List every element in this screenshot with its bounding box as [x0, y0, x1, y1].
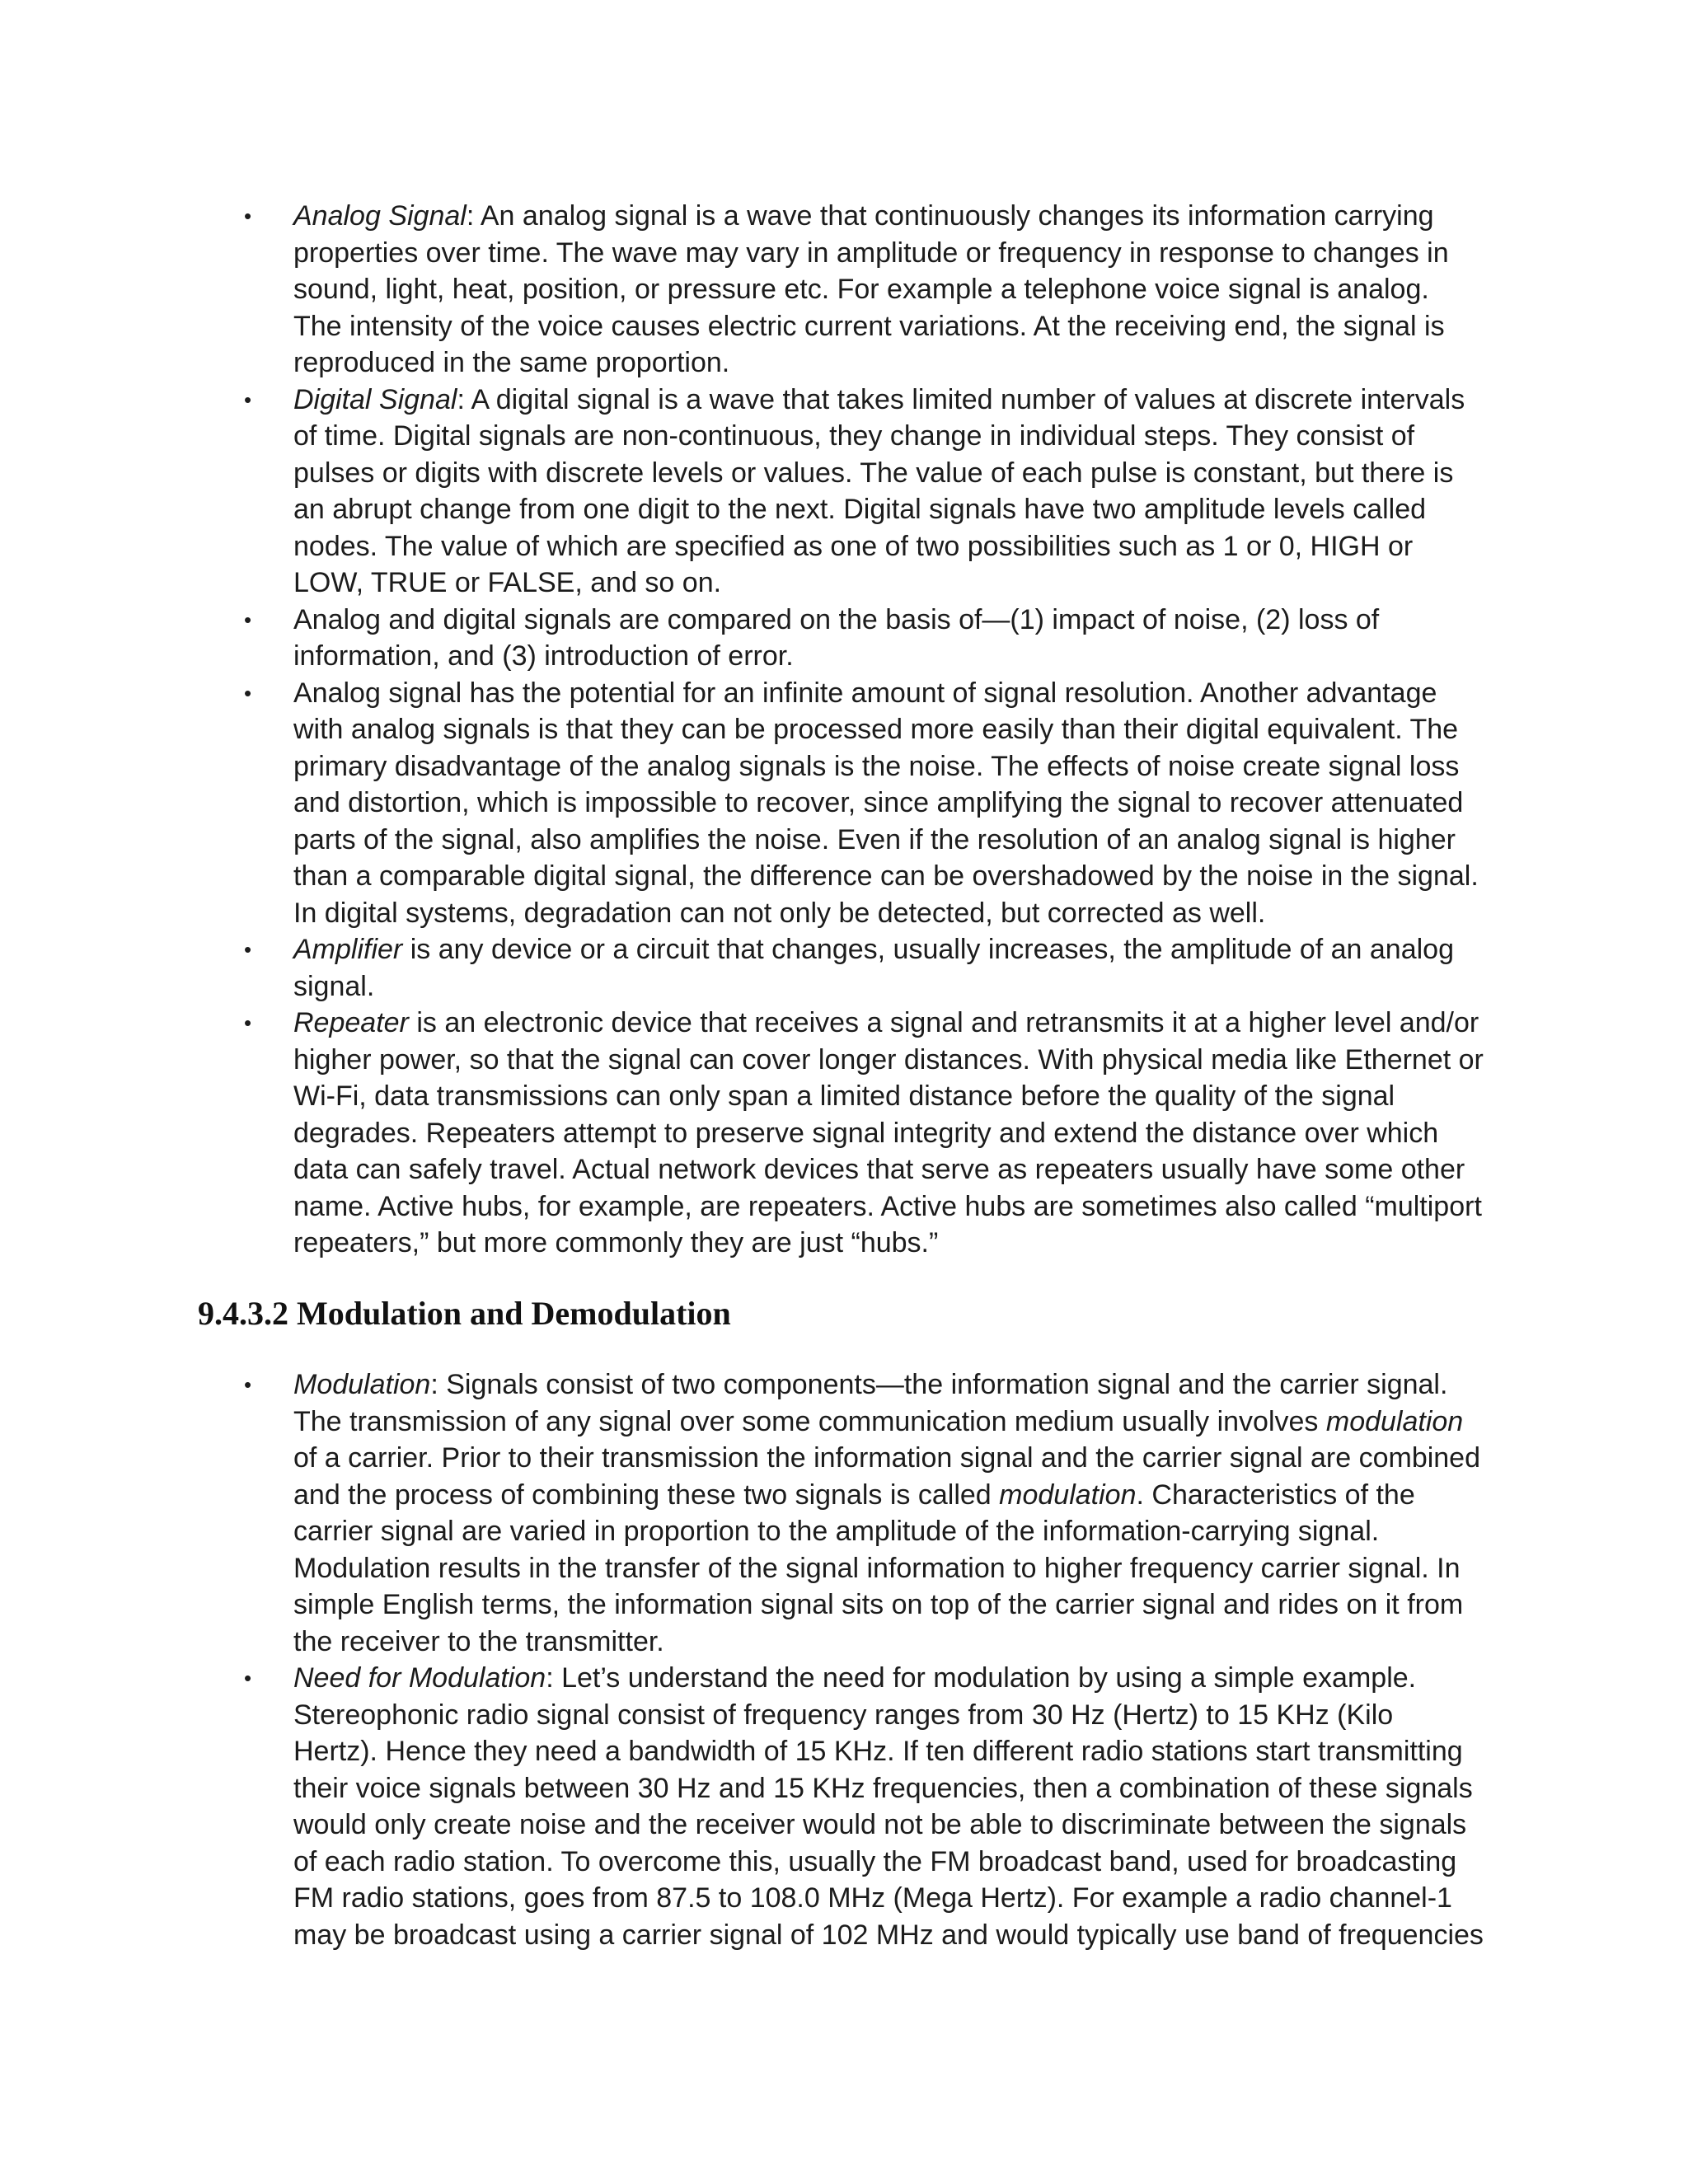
emphasis-modulation: modulation — [999, 1479, 1137, 1511]
bullet-icon: • — [244, 204, 252, 228]
bullet-icon: • — [244, 1666, 252, 1690]
item-text-part-b: of a carrier. Prior to their transmission the information signal and the carrier signal are combined and the process of combining these two signals is called — [293, 1442, 1481, 1511]
list-item-analog-signal — [198, 198, 1484, 382]
item-text: Analog signal has the potential for an infinite amount of signal resolution. Another advantage with analog signals is that they can be processed more easily than their digital equivalent. The primary disadvantage of the analog signals is the noise. The effects of noise create signal loss and distortion, which is impossible to recover, since amplifying the signal to recover attenuated parts of the signal, also amplifies the noise. Even if the resolution of an analog signal is higher than a comparable digital signal, the difference can be overshadowed by the noise in the signal. In digital systems, degradation can not only be detected, but corrected as well. — [293, 677, 1479, 929]
term-separator: : — [546, 1662, 562, 1694]
term-analog-signal: Analog Signal — [293, 200, 467, 232]
term-separator — [402, 934, 410, 965]
list-item-amplifier — [198, 931, 1484, 1005]
bullet-list-modulation — [198, 1366, 1484, 1953]
term-separator: : — [430, 1369, 447, 1400]
item-text: Let’s understand the need for modulation by using a simple example. Stereophonic radio signal consist of frequency ranges from 30 Hz (Hertz) to 15 KHz (Kilo Hertz). Hence they need a bandwidth of 15 KHz. If ten different radio stations start transmitting their voice signals between 30 Hz and 15 KHz frequencies, then a combination of these signals would only create noise and the receiver would not be able to discriminate between the signals of each radio station. To overcome this, usually the FM broadcast band, used for broadcasting FM radio stations, goes from 87.5 to 108.0 MHz (Mega Hertz). For example a radio channel-1 may be broadcast using a carrier signal of 102 MHz and would typically use band of frequencies — [293, 1662, 1484, 1951]
section-number: 9.4.3.2 — [198, 1295, 288, 1332]
term-separator: : — [457, 383, 471, 415]
list-item-digital-signal — [198, 382, 1484, 602]
bullet-icon: • — [244, 1372, 252, 1397]
bullet-icon: • — [244, 607, 252, 632]
section-heading — [198, 1292, 731, 1335]
emphasis-modulation: modulation — [1325, 1405, 1464, 1437]
term-need-for-modulation: Need for Modulation — [293, 1662, 546, 1694]
item-text: is an electronic device that receives a signal and retransmits it at a higher level and/or higher power, so that the signal can cover longer distances. With physical media like Ethernet or Wi-Fi, data transmissions can only span a limited distance before the quality of the signal degrades. Repeaters attempt to preserve signal integrity and extend the distance over which data can safely travel. Actual network devices that serve as repeaters usually have some other name. Active hubs, for example, are repeaters. Active hubs are sometimes also called “multiport repeaters,” but more commonly they are just “hubs.” — [293, 1007, 1484, 1258]
item-text: A digital signal is a wave that takes limited number of values at discrete intervals of time. Digital signals are non-continuous, they change in individual steps. They consist of pulses or digits with discrete levels or values. The value of each pulse is constant, but there is an abrupt change from one digit to the next. Digital signals have two amplitude levels called nodes. The value of which are specified as one of two possibilities such as 1 or 0, HIGH or LOW, TRUE or FALSE, and so on. — [293, 383, 1465, 598]
bullet-list-signals — [198, 198, 1484, 1262]
bullet-icon: • — [244, 1010, 252, 1035]
term-separator — [409, 1007, 416, 1038]
bullet-icon: • — [244, 680, 252, 705]
section-title: Modulation and Demodulation — [297, 1295, 731, 1332]
item-text: is any device or a circuit that changes, usually increases, the amplitude of an analog signal. — [293, 934, 1454, 1002]
item-text-part-c: . Characteristics of the carrier signal are varied in proportion to the amplitude of the information-carrying signal. Modulation results in the transfer of the signal information to higher frequency carrier signal. In simple English terms, the information signal sits on top of the carrier signal and rides on it from the receiver to the transmitter. — [293, 1479, 1464, 1657]
term-amplifier: Amplifier — [293, 934, 403, 965]
list-item-analog-advantages — [198, 675, 1484, 932]
term-repeater: Repeater — [293, 1007, 409, 1038]
list-item-comparison-basis — [198, 602, 1484, 675]
list-item-modulation — [198, 1366, 1484, 1660]
term-modulation: Modulation — [293, 1369, 431, 1400]
list-item-need-for-modulation — [198, 1660, 1484, 1953]
item-text: An analog signal is a wave that continuously changes its information carrying properties over time. The wave may vary in amplitude or frequency in response to changes in sound, light, heat, position, or pressure etc. For example a telephone voice signal is analog. The intensity of the voice causes electric current variations. At the receiving end, the signal is reproduced in the same proportion. — [293, 200, 1449, 378]
term-separator: : — [466, 200, 481, 232]
bullet-icon: • — [244, 937, 252, 962]
item-text: Analog and digital signals are compared on the basis of—(1) impact of noise, (2) loss of information, and (3) introduction of error. — [293, 603, 1380, 672]
list-item-repeater — [198, 1005, 1484, 1262]
bullet-icon: • — [244, 387, 252, 412]
term-digital-signal: Digital Signal — [293, 383, 457, 415]
item-text-part-a: Signals consist of two components—the information signal and the carrier signal. The transmission of any signal over some communication medium usually involves — [293, 1369, 1448, 1437]
